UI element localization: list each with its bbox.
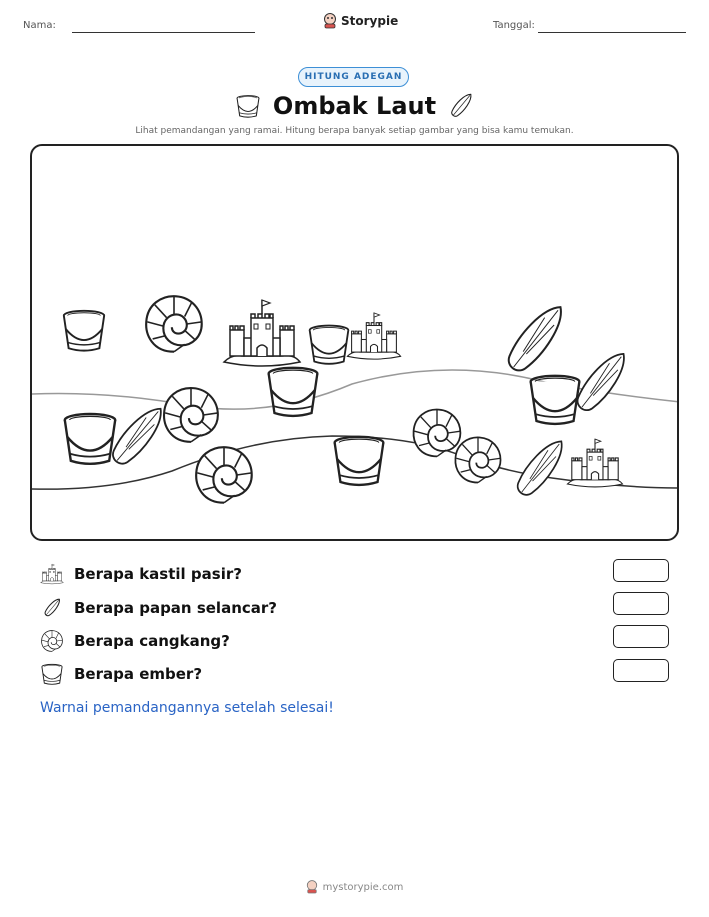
sandcastle-icon [40, 563, 64, 585]
shell-icon [40, 629, 64, 653]
surfboard-icon [35, 591, 69, 625]
sandcastle [567, 439, 622, 487]
question-shells [40, 629, 230, 653]
bucket [310, 326, 349, 364]
question-text: Berapa cangkang? [74, 632, 230, 650]
bucket [335, 437, 384, 485]
sandcastle [347, 313, 400, 359]
bucket [65, 414, 115, 464]
name-label: Nama: [23, 20, 56, 31]
sandcastle [224, 300, 300, 366]
question-text: Berapa kastil pasir? [74, 565, 242, 583]
surfboard [512, 435, 570, 500]
surfboard [107, 401, 169, 469]
title-row [0, 90, 709, 122]
bucket-icon [235, 93, 261, 119]
question-surfboards [40, 596, 277, 620]
date-label: Tanggal: [493, 20, 535, 31]
brand-name: Storypie [341, 14, 399, 28]
coloring-note: Warnai pemandangannya setelah selesai! [40, 700, 334, 716]
shell [164, 388, 218, 442]
bucket-icon [40, 662, 64, 686]
storypie-mascot-icon [306, 880, 318, 894]
storypie-mascot-icon [323, 13, 337, 29]
answer-box-surfboards[interactable] [613, 592, 669, 615]
answer-box-shells[interactable] [613, 625, 669, 648]
question-text: Berapa papan selancar? [74, 599, 277, 617]
counting-scene [30, 144, 679, 541]
shell [455, 437, 500, 482]
question-buckets [40, 662, 202, 686]
footer [0, 880, 709, 894]
date-field[interactable] [538, 32, 686, 33]
bucket [531, 376, 580, 424]
surfboard-icon [441, 85, 481, 126]
question-sandcastles [40, 563, 242, 585]
surfboard [502, 299, 571, 376]
shell [146, 296, 202, 352]
footer-url[interactable]: mystorypie.com [322, 881, 404, 893]
page-title: Ombak Laut [272, 92, 437, 120]
brand-logo [323, 13, 398, 29]
answer-box-sandcastles[interactable] [613, 559, 669, 582]
question-text: Berapa ember? [74, 665, 203, 683]
bucket [269, 368, 318, 416]
surfboard [572, 347, 633, 416]
activity-badge: HITUNG ADEGAN [298, 67, 409, 87]
bucket [64, 311, 104, 351]
shell [196, 447, 252, 503]
instructions: Lihat pemandangan yang ramai. Hitung berapa banyak setiap gambar yang bisa kamu temukan. [135, 126, 574, 136]
scene-illustration [32, 146, 679, 541]
shell [414, 410, 461, 457]
name-field[interactable] [72, 32, 255, 33]
answer-box-buckets[interactable] [613, 659, 669, 682]
